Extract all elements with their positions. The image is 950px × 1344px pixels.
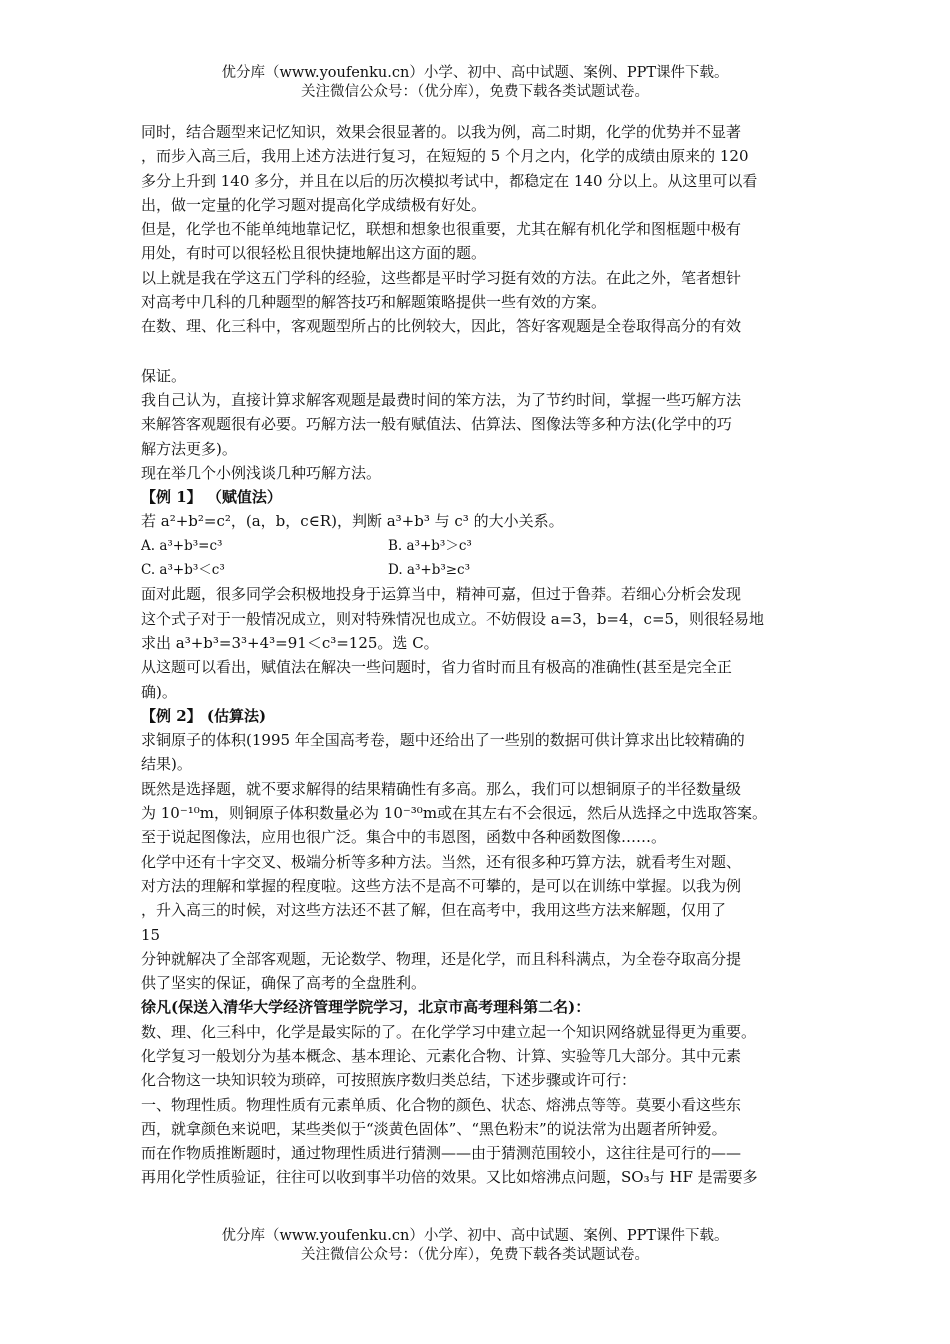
text-line: 确)。 [141, 682, 177, 701]
text-line: 在数、理、化三科中，客观题型所占的比例较大，因此，答好客观题是全卷取得高分的有效 [141, 317, 742, 336]
text-line: 用处，有时可以很轻松且很快捷地解出这方面的题。 [141, 244, 487, 263]
text-line: 多分上升到 140 多分，并且在以后的历次模拟考试中，都稳定在 140 分以上。从这里可以看 [141, 171, 758, 190]
text-line: 但是，化学也不能单纯地靠记忆，联想和想象也很重要，尤其在解有机化学和图框题中极有 [141, 220, 742, 239]
text-line: 为 10⁻¹⁰m，则铜原子体积数量必为 10⁻³⁰m或在其左右不会很远，然后从选择之中选取答案。 [141, 804, 768, 823]
text-line: 化合物这一块知识较为琐碎，可按照族序数归类总结，下述步骤或许可行： [141, 1071, 637, 1090]
header-line-1: 优分库（www.youfenku.cn）小学、初中、高中试题、案例、PPT课件下载。 [221, 65, 729, 81]
text-line: 从这题可以看出，赋值法在解决一些问题时，省力省时而且有极高的准确性(甚至是完全正 [141, 658, 732, 677]
text-line: 保证。 [141, 366, 187, 385]
page-header [0, 64, 950, 102]
text-line: 化学中还有十字交叉、极端分析等多种方法。当然，还有很多种巧算方法，就看考生对题、 [141, 852, 742, 871]
text-line: 求铜原子的体积(1995 年全国高考卷，题中还给出了一些别的数据可供计算求出比较精确的 [141, 731, 745, 750]
text-line: 同时，结合题型来记忆知识，效果会很显著的。以我为例，高二时期，化学的优势并不显著 [141, 123, 742, 141]
text-line: 出，做一定量的化学习题对提高化学成绩极有好处。 [141, 195, 487, 214]
text-line: ，而步入高三后，我用上述方法进行复习，在短短的 5 个月之内，化学的成绩由原来的 120 [141, 147, 749, 166]
text-line: 以上就是我在学这五门学科的经验，这些都是平时学习挺有效的方法。在此之外，笔者想针 [141, 268, 742, 287]
text-line: 这个式子对于一般情况成立，则对特殊情况也成立。不妨假设 a=3，b=4，c=5，则很轻易地 [141, 609, 765, 628]
example-1-heading: 【例 1】 （赋值法） [141, 488, 282, 507]
text-line: 分钟就解决了全部客观题，无论数学、物理，还是化学，而且科科满点，为全卷夺取高分提 [141, 949, 742, 968]
text-line: 来解答客观题很有必要。巧解方法一般有赋值法、估算法、图像法等多种方法(化学中的巧 [141, 415, 732, 434]
option-a: A. a³+b³=c³ [141, 537, 223, 554]
text-line: 15 [141, 925, 161, 944]
text-line: 而在作物质推断题时，通过物理性质进行猜测——由于猜测范围较小，这往往是可行的—— [141, 1144, 742, 1163]
text-line: 一、物理性质。物理性质有元素单质、化合物的颜色、状态、熔沸点等等。莫要小看这些东 [141, 1095, 742, 1114]
option-b: B. a³+b³＞c³ [388, 537, 472, 554]
blank-gap [141, 339, 821, 364]
text-line: 面对此题，很多同学会积极地投身于运算当中，精神可嘉，但过于鲁莽。若细心分析会发现 [141, 585, 742, 604]
option-d: D. a³+b³≥c³ [388, 562, 471, 579]
options-row-cd [141, 558, 821, 582]
text-line: 结果)。 [141, 755, 192, 774]
text-line: 现在举几个小例浅谈几种巧解方法。 [141, 463, 382, 482]
text-line: 西，就拿颜色来说吧，某些类似于“淡黄色固体”、“黑色粉末”的说法常为出题者所钟爱。 [141, 1119, 727, 1138]
section-heading-xu-fan: 徐凡(保送入清华大学经济管理学院学习，北京市高考理科第二名)： [141, 998, 591, 1017]
document-body [141, 120, 821, 1190]
options-row-ab [141, 534, 821, 558]
footer-line-1: 优分库（www.youfenku.cn）小学、初中、高中试题、案例、PPT课件下载。 [221, 1228, 729, 1244]
text-line: ，升入高三的时候，对这些方法还不甚了解，但在高考中，我用这些方法来解题，仅用了 [141, 901, 727, 920]
example-2-heading: 【例 2】 (估算法) [141, 706, 267, 725]
text-line: 化学复习一般划分为基本概念、基本理论、元素化合物、计算、实验等几大部分。其中元素 [141, 1046, 742, 1065]
example-1-question: 若 a²+b²=c²，(a，b，c∈R)，判断 a³+b³ 与 c³ 的大小关系。 [141, 512, 564, 531]
text-line: 对高考中几科的几种题型的解答技巧和解题策略提供一些有效的方案。 [141, 293, 607, 312]
header-line-2: 关注微信公众号：（优分库），免费下载各类试题试卷。 [301, 84, 649, 100]
text-line: 再用化学性质验证，往往可以收到事半功倍的效果。又比如熔沸点问题，SO₃与 HF 是需要多 [141, 1168, 758, 1187]
text-line: 数、理、化三科中，化学是最实际的了。在化学学习中建立起一个知识网络就显得更为重要。 [141, 1022, 757, 1041]
text-line: 我自己认为，直接计算求解客观题是最费时间的笨方法，为了节约时间，掌握一些巧解方法 [141, 390, 742, 409]
footer-line-2: 关注微信公众号：（优分库），免费下载各类试题试卷。 [301, 1247, 649, 1263]
option-c: C. a³+b³＜c³ [141, 562, 225, 579]
page-footer [0, 1227, 950, 1265]
text-line: 既然是选择题，就不要求解得的结果精确性有多高。那么，我们可以想铜原子的半径数量级 [141, 779, 742, 798]
text-line: 供了坚实的保证，确保了高考的全盘胜利。 [141, 974, 427, 993]
text-line: 至于说起图像法，应用也很广泛。集合中的韦恩图，函数中各种函数图像……。 [141, 828, 667, 847]
text-line: 求出 a³+b³=3³+4³=91＜c³=125。选 C。 [141, 633, 439, 652]
text-line: 对方法的理解和掌握的程度啦。这些方法不是高不可攀的，是可以在训练中掌握。以我为例 [141, 876, 742, 895]
text-line: 解方法更多)。 [141, 439, 237, 458]
